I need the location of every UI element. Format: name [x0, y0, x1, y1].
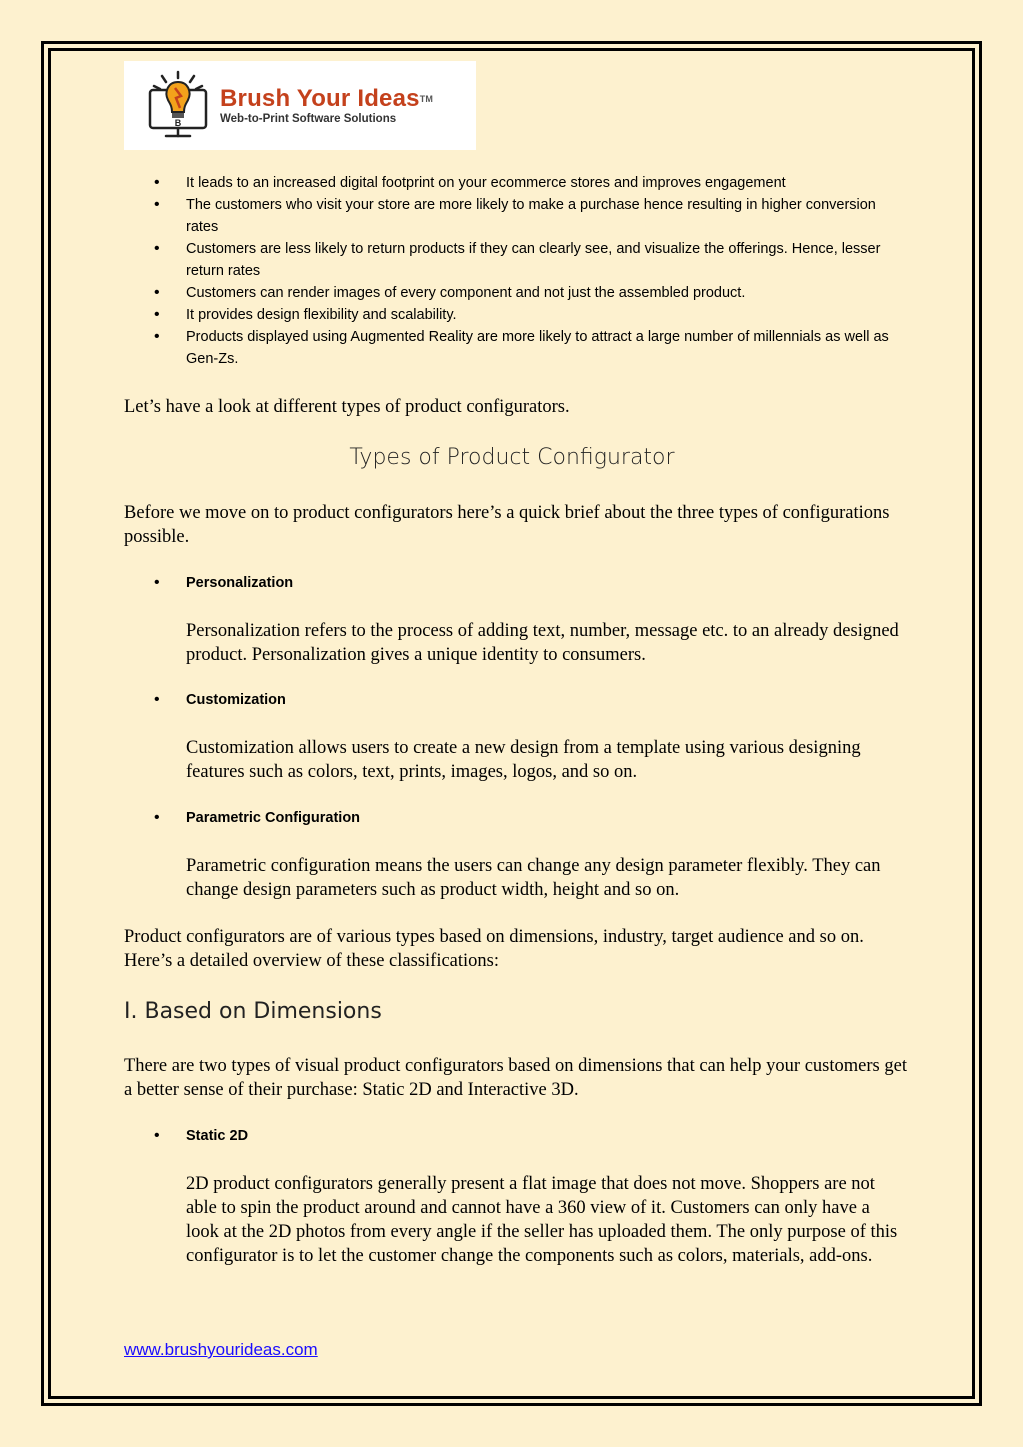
- static-2d-description: 2D product configurators generally present a flat image that does not move. Shoppers are not able to spin the product around and cannot have a 360 view of it. Customers can only have a look at the 2D photos from every angle if the seller has uploaded them. The only purpose of this configurator is to let the customer change the components such as colors, materials, add-ons.: [186, 1174, 898, 1266]
- personalization-description: Personalization refers to the process of adding text, number, message etc. to an already designed product. Personalization gives a unique identity to consumers.: [186, 621, 899, 665]
- brand-logo: [124, 61, 476, 150]
- list-item: • It leads to an increased digital footprint on your ecommerce stores and improves engagement: [150, 172, 910, 194]
- bullet-static-2d: • Static 2D: [150, 1125, 248, 1147]
- intro-paragraph: Let’s have a look at different types of product configurators.: [124, 397, 570, 417]
- list-item: • The customers who visit your store are more likely to make a purchase hence resulting in higher conversion rates: [150, 194, 910, 238]
- list-item: • Products displayed using Augmented Reality are more likely to attract a large number of millennials as well as Gen-Zs.: [150, 326, 910, 370]
- list-item: • Customers are less likely to return products if they can clearly see, and visualize the offerings. Hence, lesser return rates: [150, 238, 910, 282]
- website-link[interactable]: www.brushyourideas.com: [124, 1340, 318, 1359]
- types-outro-paragraph: Product configurators are of various types based on dimensions, industry, target audience and so on. Here’s a detailed overview of these classifications:: [124, 927, 864, 971]
- svg-text:B: B: [174, 117, 182, 128]
- list-item: • Customers can render images of every component and not just the assembled product.: [150, 282, 910, 304]
- section-heading-types: Types of Product Configurator: [349, 445, 675, 470]
- section-heading-dimensions: I. Based on Dimensions: [124, 999, 382, 1024]
- benefits-list: [150, 172, 910, 370]
- customization-description: Customization allows users to create a new design from a template using various designing features such as colors, text, prints, images, logos, and so on.: [186, 738, 861, 782]
- bullet-personalization: • Personalization: [150, 572, 293, 594]
- dimensions-intro-paragraph: There are two types of visual product configurators based on dimensions that can help your customers get a better sense of their purchase: Static 2D and Interactive 3D.: [124, 1056, 907, 1100]
- bullet-customization: • Customization: [150, 689, 286, 711]
- logo-subtitle: Web-to-Print Software Solutions: [220, 112, 397, 125]
- parametric-description: Parametric configuration means the users can change any design parameter flexibly. They can change design parameters such as product width, height and so on.: [186, 856, 881, 900]
- types-intro-paragraph: Before we move on to product configurators here’s a quick brief about the three types of configurations possible.: [124, 503, 890, 547]
- logo-title: Brush Your Ideas™: [220, 84, 434, 112]
- list-item: • It provides design flexibility and scalability.: [150, 304, 910, 326]
- trademark-mark: TM: [419, 93, 434, 104]
- bullet-parametric-configuration: • Parametric Configuration: [150, 807, 360, 829]
- lightbulb-monitor-icon: [142, 70, 214, 142]
